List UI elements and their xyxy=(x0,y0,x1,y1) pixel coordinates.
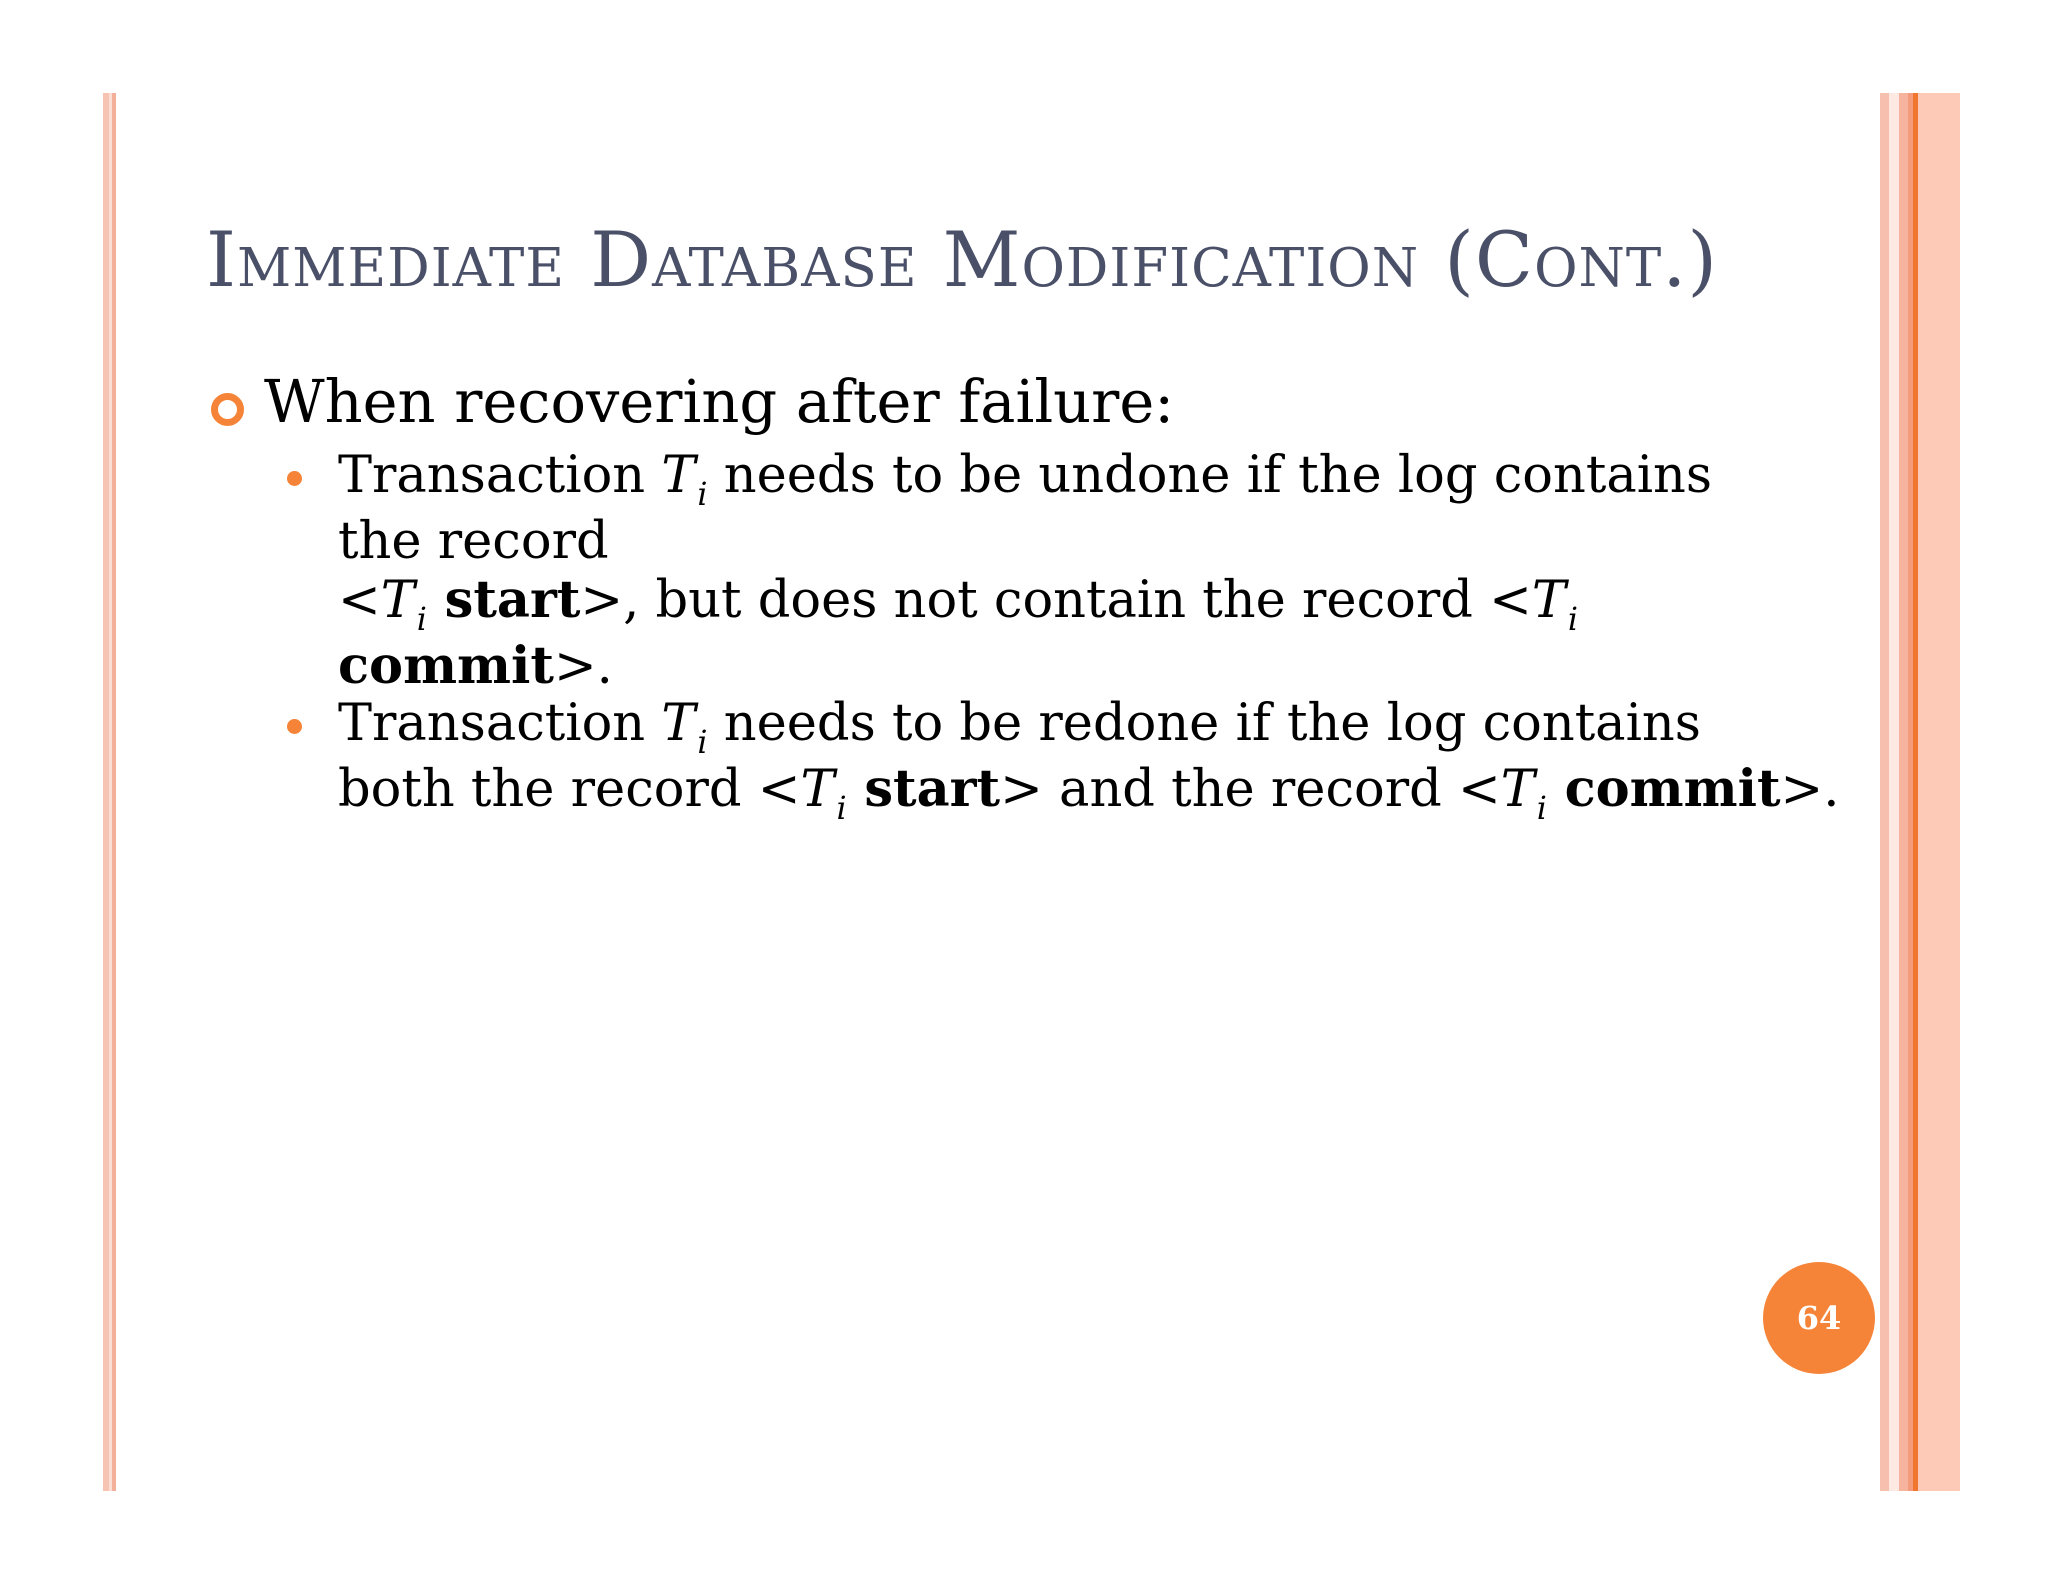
ring-bullet-icon xyxy=(211,393,244,426)
right-border-stripe xyxy=(1899,93,1908,1491)
right-border-band xyxy=(1918,93,1960,1491)
text-line: commit>. xyxy=(338,636,613,696)
right-border-stripe xyxy=(1880,93,1889,1491)
text-line: $<T_i$ start>, but does not contain the record $<T_i$ xyxy=(338,570,1578,639)
page-number-badge xyxy=(1763,1262,1875,1374)
left-border-stripe xyxy=(112,93,116,1491)
right-border-stripe xyxy=(1889,93,1899,1491)
bullet-text: When recovering after failure: xyxy=(264,367,1175,436)
dot-bullet-icon xyxy=(287,471,302,486)
sub-bullet-redo xyxy=(338,694,1840,828)
text-line: Transaction $T_i$ needs to be undone if the log contains xyxy=(338,446,1713,514)
sub-bullet-undo xyxy=(338,446,1788,696)
page-number: 64 xyxy=(1796,1299,1842,1337)
text-line: Transaction $T_i$ needs to be redone if the log contains xyxy=(338,694,1701,762)
slide-title: Immediate Database Modification (Cont.) xyxy=(206,215,1719,304)
dot-bullet-icon xyxy=(287,719,302,734)
text-line: the record xyxy=(338,512,609,571)
text-line: both the record $<T_i$ start> and the record $<T_i$ commit>. xyxy=(338,759,1840,828)
